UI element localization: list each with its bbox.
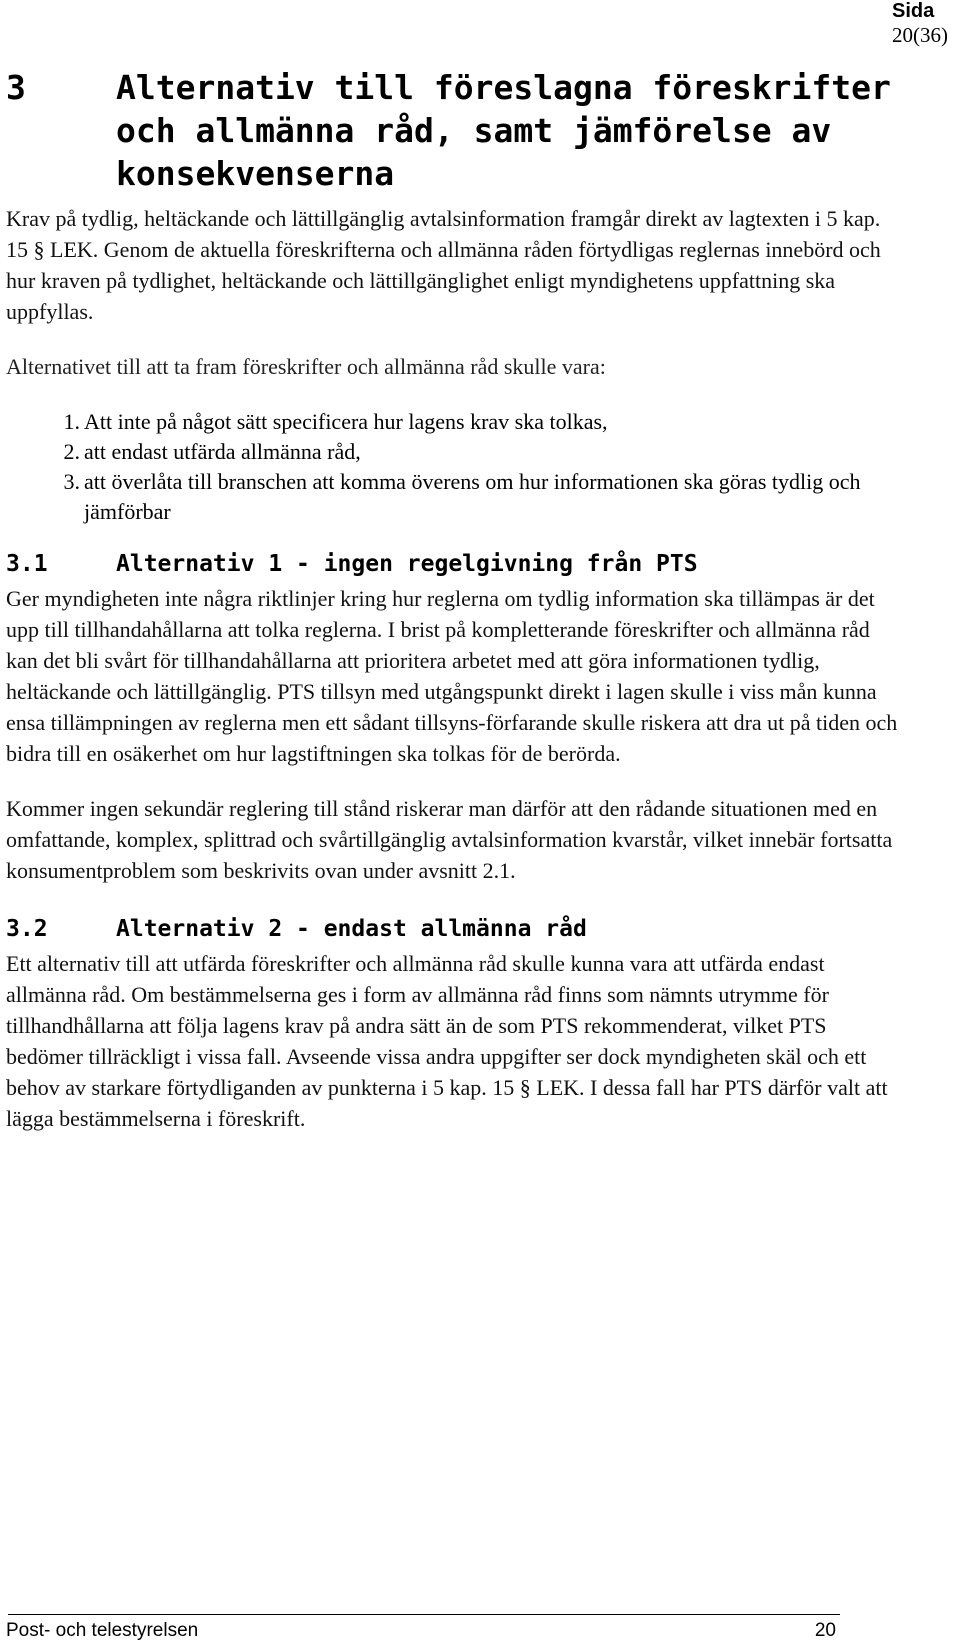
section-number: 3: [6, 68, 26, 107]
section-title: Alternativ 2 - endast allmänna råd: [116, 916, 587, 942]
list-item-number: 3.: [63, 469, 80, 494]
section-title: Alternativ 1 - ingen regelgivning från PTS: [116, 551, 698, 577]
footer-divider: [8, 1614, 840, 1615]
page-label: Sida: [892, 0, 935, 22]
page-count: 20(36): [892, 23, 948, 47]
alternatives-list: [6, 407, 906, 527]
section-number: 3.2: [6, 916, 48, 942]
page-indicator: [892, 0, 952, 48]
alternatives-lead: Alternativet till att ta fram föreskrifter och allmänna råd skulle vara:: [6, 354, 606, 379]
section-number: 3.1: [6, 551, 48, 577]
paragraph: Ger myndigheten inte några riktlinjer kring hur reglerna om tydlig information ska tillämpas är det upp till tillhandahållarna att tolka reglerna. I brist på kompletterande föreskrifter och allmänna råd kan det bli svårt för tillhandahållarna att prioritera arbetet med att göra informationen tydlig, heltäckande och lättillgänglig. PTS tillsyn med utgångspunkt direkt i lagen skulle i viss mån kunna ensa tillämpningen av reglerna men ett sådant tillsyns-förfarande skulle riskera att dra ut på tiden och bidra till en osäkerhet om hur lagstiftningen ska tolkas för de berörda.: [6, 586, 898, 766]
section-3-intro: Krav på tydlig, heltäckande och lättillgänglig avtalsinformation framgår direkt av lagtexten i 5 kap. 15 § LEK. Genom de aktuella föreskrifterna och allmänna råden förtydligas reglernas innebörd och hur kraven på tydlighet, heltäckande och lättillgänglighet enligt myndighetens uppfattning ska uppfyllas.: [6, 206, 881, 324]
list-item-text: att överlåta till branschen att komma överens om hur informationen ska göras tydlig och jämförbar: [84, 469, 861, 524]
document-body: [6, 66, 906, 1134]
footer-organisation: Post- och telestyrelsen: [6, 1620, 199, 1641]
list-item: [6, 467, 906, 527]
list-item-text: Att inte på något sätt specificera hur lagens krav ska tolkas,: [84, 409, 608, 434]
paragraph: Kommer ingen sekundär reglering till stånd riskerar man därför att den rådande situationen med en omfattande, komplex, splittrad och svårtillgänglig avtalsinformation kvarstår, vilket innebär fortsatta konsumentproblem som beskrivits ovan under avsnitt 2.1.: [6, 796, 893, 883]
page-footer: [6, 1619, 836, 1643]
list-item-number: 2.: [63, 439, 80, 464]
section-3-1-heading: [6, 547, 906, 581]
list-item-number: 1.: [63, 409, 80, 434]
footer-page-number: 20: [814, 1620, 836, 1641]
list-item-text: att endast utfärda allmänna råd,: [84, 439, 361, 464]
list-item: [6, 407, 906, 437]
section-3-heading: [6, 66, 906, 195]
list-item: [6, 437, 906, 467]
section-3-2-heading: [6, 912, 906, 946]
section-title: Alternativ till föreslagna föreskrifter och allmänna råd, samt jämförelse av konsekvenserna: [116, 68, 891, 193]
paragraph: Ett alternativ till att utfärda föreskrifter och allmänna råd skulle kunna vara att utfärda endast allmänna råd. Om bestämmelserna ges i form av allmänna råd finns som nämnts utrymme för tillhandhållarna att följa lagens krav på andra sätt än de som PTS rekommenderat, vilket PTS bedömer tillräckligt i vissa fall. Avseende vissa andra uppgifter ser dock myndigheten skäl och ett behov av starkare förtydliganden av punkterna i 5 kap. 15 § LEK. I dessa fall har PTS därför valt att lägga bestämmelserna i föreskrift.: [6, 951, 888, 1131]
